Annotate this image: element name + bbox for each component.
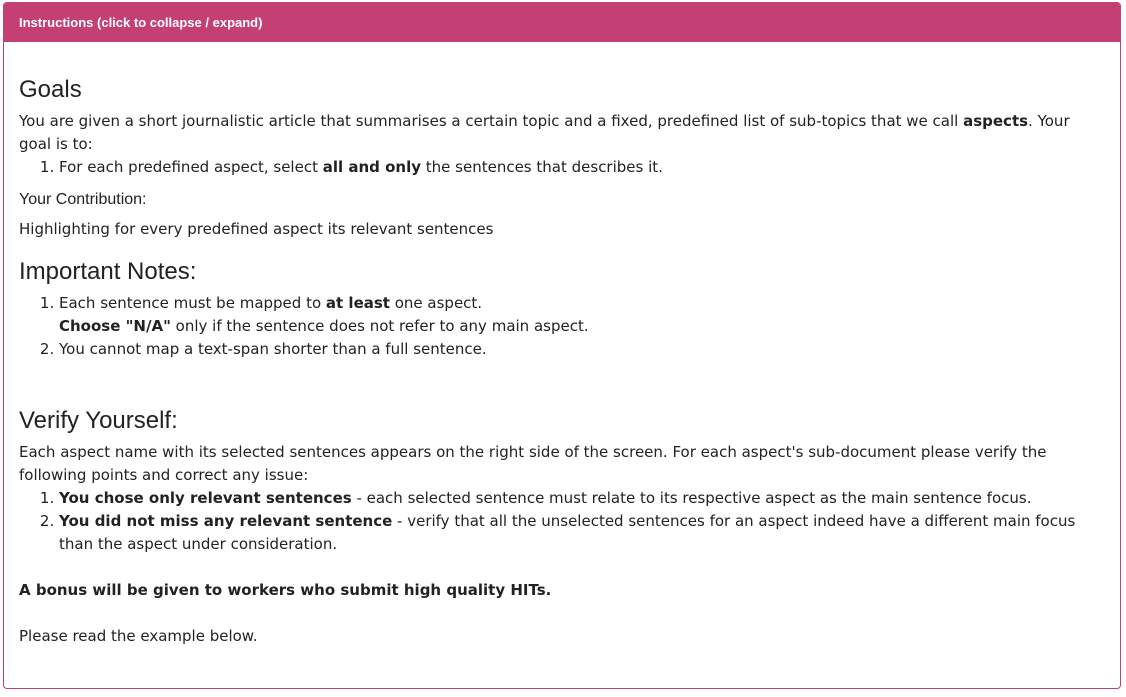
notes-item1-text: Each sentence must be mapped to bbox=[59, 294, 326, 312]
verify-list-item bbox=[59, 487, 1105, 510]
verify-item1-bold: You chose only relevant sentences bbox=[59, 489, 352, 507]
goals-item-tail: the sentences that describes it. bbox=[421, 158, 663, 176]
verify-list bbox=[19, 487, 1105, 556]
notes-item1-na-text: only if the sentence does not refer to any main aspect. bbox=[170, 317, 589, 335]
notes-list-item bbox=[59, 292, 1105, 338]
verify-list-item bbox=[59, 510, 1105, 556]
goals-intro-tail: . Your goal is to: bbox=[19, 112, 1070, 153]
goals-list-item bbox=[59, 156, 1105, 179]
read-example-text: Please read the example below. bbox=[19, 627, 258, 645]
bonus-text: A bonus will be given to workers who submit high quality HITs. bbox=[19, 581, 552, 599]
important-notes-list bbox=[19, 292, 1105, 361]
verify-item1-text: - each selected sentence must relate to its respective aspect as the main sentence focus. bbox=[351, 489, 1032, 507]
instructions-title[interactable]: Instructions (click to collapse / expand) bbox=[19, 15, 263, 30]
bonus-notice bbox=[19, 579, 1105, 602]
goals-intro-text: You are given a short journalistic article that summarises a certain topic and a fixed, predefined list of sub-topics that we call bbox=[19, 112, 964, 130]
goals-intro-bold: aspects bbox=[963, 112, 1029, 130]
notes-list-item: 2. You cannot map a text-span shorter than a full sentence. bbox=[59, 338, 1105, 361]
contribution-text: Highlighting for every predefined aspect its relevant sentences bbox=[19, 220, 494, 238]
contribution-heading: Your Contribution: bbox=[19, 191, 147, 208]
instructions-body bbox=[4, 42, 1120, 648]
notes-item1-bold: at least bbox=[325, 294, 390, 312]
goals-intro bbox=[19, 110, 1105, 156]
instructions-toggle-header[interactable] bbox=[4, 3, 1120, 42]
verify-heading: Verify Yourself: bbox=[19, 407, 178, 434]
goals-item-text: For each predefined aspect, select bbox=[59, 158, 323, 176]
notes-item1-na-bold: Choose "N/A" bbox=[59, 317, 171, 335]
verify-item2-text: - verify that all the unselected sentences for an aspect indeed have a different main focus than the aspect under consideration. bbox=[59, 512, 1076, 553]
verify-intro: Each aspect name with its selected sentences appears on the right side of the screen. For each aspect's sub-document please verify the following points and correct any issue: bbox=[19, 443, 1047, 484]
goals-list bbox=[19, 156, 1105, 179]
instructions-panel bbox=[3, 2, 1121, 689]
verify-item2-bold: You did not miss any relevant sentence bbox=[59, 512, 393, 530]
goals-item-bold: all and only bbox=[322, 158, 422, 176]
important-notes-heading: Important Notes: bbox=[19, 258, 197, 285]
goals-heading: Goals bbox=[19, 76, 82, 103]
notes-item1-tail: one aspect. bbox=[389, 294, 483, 312]
